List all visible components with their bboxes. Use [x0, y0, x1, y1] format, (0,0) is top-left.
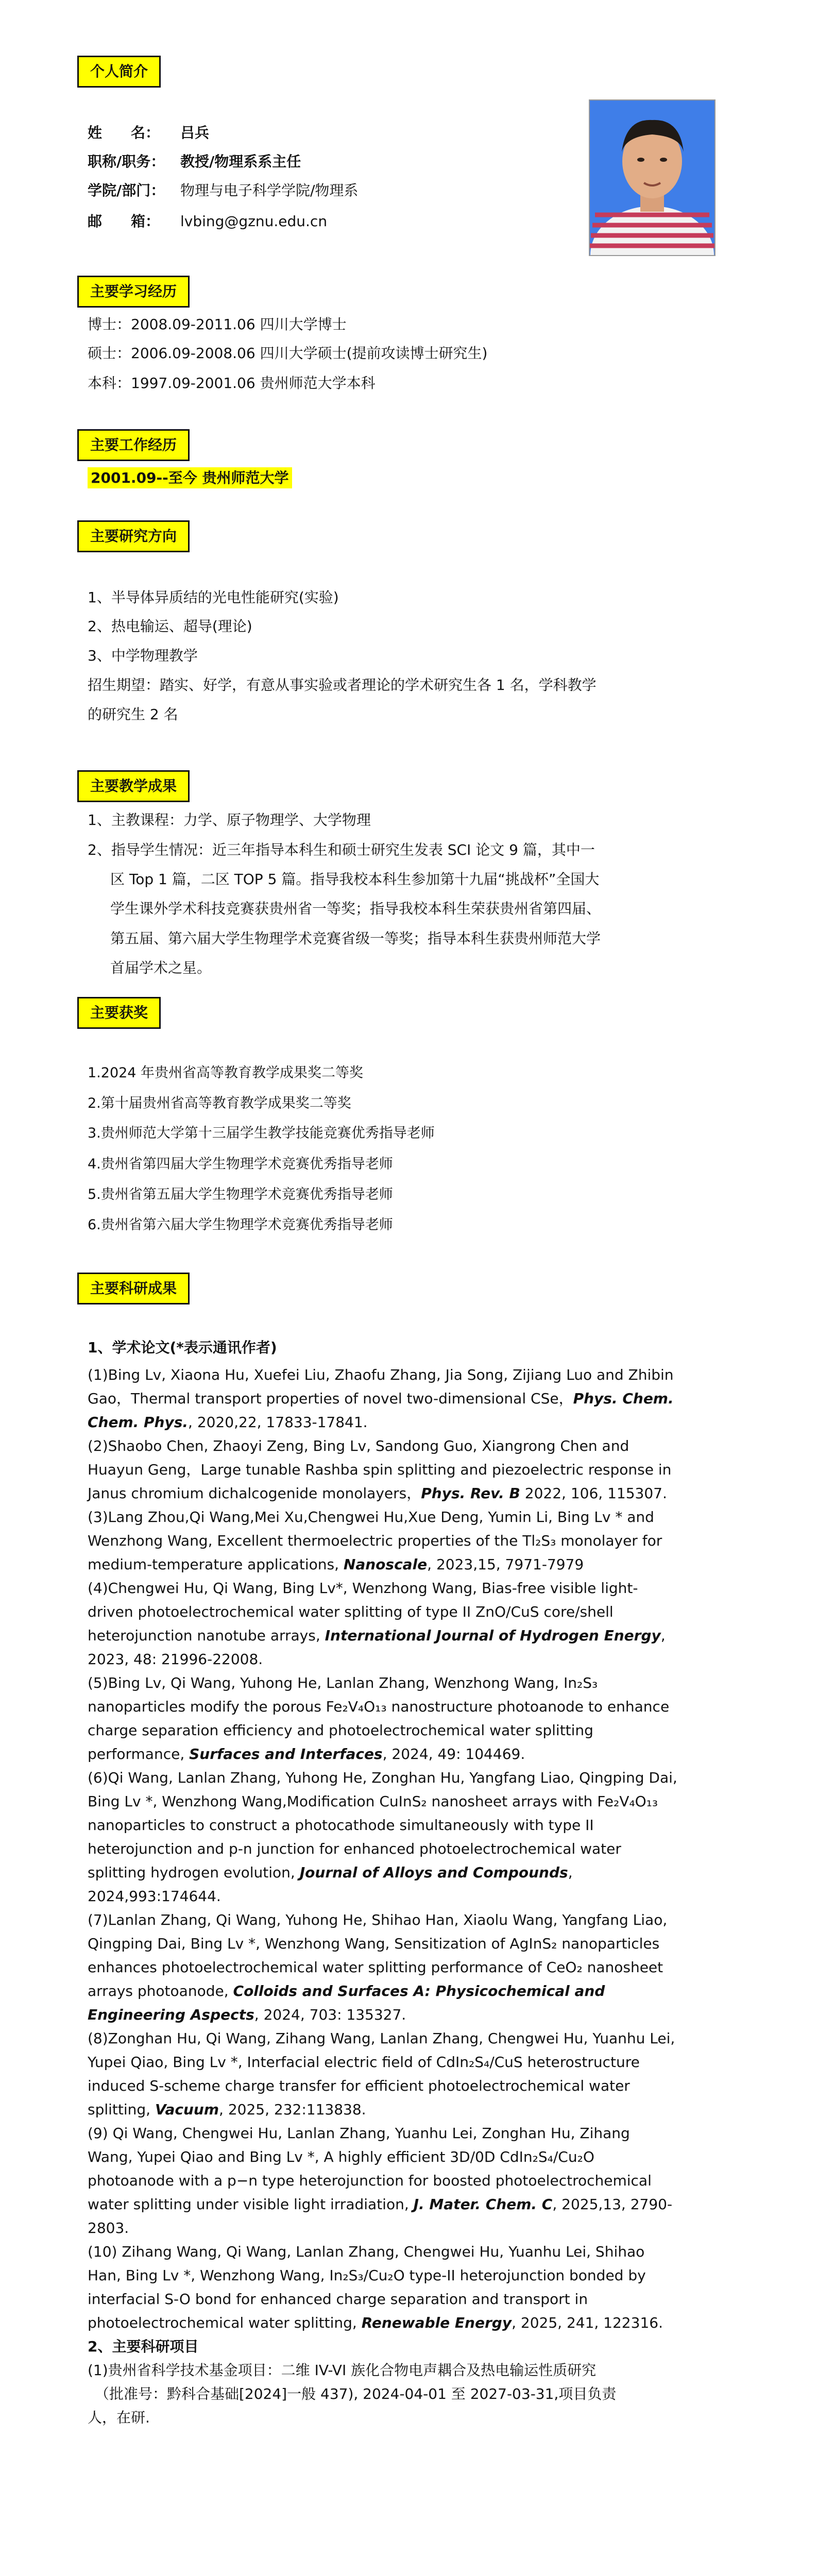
teaching-item: 区 Top 1 篇，二区 TOP 5 篇。指导我校本科生参加第十九届“挑战杯”全国大 [110, 871, 600, 888]
award-item: 1.2024 年贵州省高等教育教学成果奖二等奖 [88, 1065, 364, 1081]
award-item: 3.贵州师范大学第十三届学生教学技能竞赛优秀指导老师 [88, 1125, 435, 1141]
award-item: 2.第十届贵州省高等教育教学成果奖二等奖 [88, 1095, 351, 1111]
award-item: 6.贵州省第六届大学生物理学术竞赛优秀指导老师 [88, 1217, 393, 1233]
dept-label: 学院/部门： [88, 182, 165, 199]
paper-text: (1)Bing Lv, Xiaona Hu, Xuefei Liu, Zhaofu Zhang, Jia Song, Zijiang Luo and Zhibin Gao，Thermal transport properties of novel two-dimensional CSe， [88, 1366, 674, 1407]
paper-entry [88, 2122, 677, 2240]
education-item: 博士：2008.09-2011.06 四川大学博士 [88, 316, 347, 333]
teaching-item: 首届学术之星。 [110, 959, 212, 976]
portrait-photo-icon [589, 99, 716, 256]
paper-journal: Renewable Energy [361, 2314, 512, 2331]
paper-entry [88, 1505, 677, 1577]
paper-journal: Phys. Chem. Chem. Phys. [88, 1390, 674, 1431]
section-title-teaching: 主要教学成果 [77, 770, 190, 802]
name-row [88, 123, 209, 143]
paper-text: (6)Qi Wang, Lanlan Zhang, Yuhong He, Zonghan Hu, Yangfang Liao, Qingping Dai, Bing Lv *, Wenzhong Wang,Modification CuInS₂ nanosheet arrays with Fe₂V₄O₁₃ nanoparticles to construct a photocathode simultaneously with type II heterojunction and p-n junction for enhanced photoelectrochemical water splitting hydrogen evolution, [88, 1769, 677, 1881]
paper-citation: , 2024, 49: 104469. [382, 1745, 525, 1762]
dept-value: 物理与电子科学学院/物理系 [180, 182, 359, 199]
section-title-output: 主要科研成果 [77, 1273, 190, 1304]
paper-citation: , 2024, 703: 135327. [254, 2006, 406, 2023]
paper-entry [88, 1434, 677, 1505]
name-label: 姓 名： [88, 124, 160, 141]
award-item: 5.贵州省第五届大学生物理学术竞赛优秀指导老师 [88, 1187, 393, 1202]
paper-entry [88, 1766, 677, 1908]
recruit-line: 招生期望：踏实、好学，有意从事实验或者理论的学术研究生各 1 名，学科教学 [88, 676, 597, 693]
paper-entry [88, 2240, 677, 2335]
paper-citation: , 2025, 232:113838. [219, 2101, 366, 2118]
paper-text: (10) Zihang Wang, Qi Wang, Lanlan Zhang, Chengwei Hu, Yuanhu Lei, Shihao Han, Bing Lv *, Wenzhong Wang, In₂S₃/Cu₂O type-II heterojunction bonded by interfacial S-O bond for enhanced charge separation and transport in photoelectrochemical water splitting, [88, 2243, 646, 2331]
papers-heading: 1、学术论文(*表示通讯作者) [88, 1339, 277, 1356]
section-title-education: 主要学习经历 [77, 276, 190, 308]
paper-text: (5)Bing Lv, Qi Wang, Yuhong He, Lanlan Zhang, Wenzhong Wang, In₂S₃ nanoparticles modify the porous Fe₂V₄O₁₃ nanostructure photoanode to enhance charge separation efficiency and photoelectrochemical water splitting performance, [88, 1674, 670, 1762]
paper-entry [88, 1577, 677, 1671]
paper-journal: Phys. Rev. B [421, 1485, 520, 1502]
dept-row [88, 180, 358, 201]
paper-text: (4)Chengwei Hu, Qi Wang, Bing Lv*, Wenzhong Wang, Bias-free visible light-driven photoelectrochemical water splitting of type II ZnO/CuS core/shell heterojunction nanotube arrays, [88, 1580, 638, 1644]
paper-text: (2)Shaobo Chen, Zhaoyi Zeng, Bing Lv, Sandong Guo, Xiangrong Chen and Huayun Geng，Large tunable Rashba spin splitting and piezoelectric response in Janus chromium dichalcogenide monolayers， [88, 1437, 672, 1502]
title-row [88, 151, 301, 172]
paper-citation: , 2020,22, 17833-17841. [188, 1414, 368, 1431]
teaching-item: 2、指导学生情况：近三年指导本科生和硕士研究生发表 SCI 论文 9 篇，其中一 [88, 841, 595, 858]
research-item: 3、中学物理教学 [88, 647, 198, 664]
paper-citation: 2022, 106, 115307. [520, 1485, 667, 1502]
paper-journal: J. Mater. Chem. C [413, 2196, 553, 2213]
section-title-awards: 主要获奖 [77, 997, 161, 1029]
education-item: 硕士：2006.09-2008.06 四川大学硕士(提前攻读博士研究生) [88, 345, 488, 362]
research-item: 1、半导体异质结的光电性能研究(实验) [88, 589, 339, 606]
paper-entry [88, 2027, 677, 2122]
project-line: （批准号：黔科合基础[2024]一般 437), 2024-04-01 至 2027-03-31,项目负责 [95, 2385, 617, 2402]
paper-citation: , 2023,15, 7971-7979 [427, 1556, 584, 1573]
research-item: 2、热电输运、超导(理论) [88, 618, 252, 635]
work-item-text: 2001.09--至今 贵州师范大学 [88, 467, 292, 488]
paper-journal: Surfaces and Interfaces [189, 1745, 383, 1762]
paper-citation: , 2023, 48: 21996-22008. [88, 1627, 666, 1668]
paper-citation: , 2025, 241, 122316. [512, 2314, 663, 2331]
work-item [88, 468, 292, 488]
paper-journal: Vacuum [155, 2101, 219, 2118]
paper-text: (3)Lang Zhou,Qi Wang,Mei Xu,Chengwei Hu,Xue Deng, Yumin Li, Bing Lv * and Wenzhong Wang, Excellent thermoelectric properties of the Tl₂S₃ monolayer for medium-temperature applications, [88, 1509, 662, 1573]
paper-entry [88, 1363, 677, 1434]
email-value: lvbing@gznu.edu.cn [180, 213, 328, 230]
projects-heading: 2、主要科研项目 [88, 2338, 199, 2355]
paper-citation: , 2024,993:174644. [88, 1864, 573, 1905]
section-title-research: 主要研究方向 [77, 520, 190, 552]
papers-list [88, 1363, 677, 2430]
education-item: 本科：1997.09-2001.06 贵州师范大学本科 [88, 375, 376, 392]
paper-text: (8)Zonghan Hu, Qi Wang, Zihang Wang, Lanlan Zhang, Chengwei Hu, Yuanhu Lei, Yupei Qiao, Bing Lv *, Interfacial electric field of CdIn₂S₄/CuS heterostructure induced S-scheme charge transfer for efficient photoelectrochemical water splitting, [88, 2030, 675, 2118]
teaching-item: 学生课外学术科技竞赛获贵州省一等奖；指导我校本科生荣获贵州省第四届、 [110, 900, 601, 917]
section-title-profile: 个人简介 [77, 56, 161, 88]
paper-entry [88, 1671, 677, 1766]
teaching-item: 1、主教课程：力学、原子物理学、大学物理 [88, 811, 371, 828]
email-row [88, 211, 327, 232]
award-item: 4.贵州省第四届大学生物理学术竞赛优秀指导老师 [88, 1156, 393, 1172]
paper-journal: Nanoscale [343, 1556, 428, 1573]
project-line: (1)贵州省科学技术基金项目：二维 IV-VI 族化合物电声耦合及热电输运性质研究 [88, 2362, 597, 2379]
paper-journal: Journal of Alloys and Compounds [299, 1864, 568, 1881]
title-value: 教授/物理系系主任 [180, 153, 301, 170]
paper-text: (7)Lanlan Zhang, Qi Wang, Yuhong He, Shihao Han, Xiaolu Wang, Yangfang Liao, Qingping Dai, Bing Lv *, Wenzhong Wang, Sensitization of AgInS₂ nanoparticles enhances photoelectrochemical water splitting performance of CeO₂ nanosheet arrays photoanode, [88, 1911, 668, 1999]
recruit-line: 的研究生 2 名 [88, 706, 178, 723]
project-line: 人，在研. [88, 2409, 150, 2426]
name-value: 吕兵 [180, 124, 210, 141]
section-title-work: 主要工作经历 [77, 429, 190, 461]
teaching-item: 第五届、第六届大学生物理学术竞赛省级一等奖；指导本科生获贵州师范大学 [110, 930, 601, 947]
email-label: 邮 箱： [88, 213, 160, 230]
paper-entry [88, 1908, 677, 2027]
title-label: 职称/职务： [88, 153, 165, 170]
paper-text: (9) Qi Wang, Chengwei Hu, Lanlan Zhang, Yuanhu Lei, Zonghan Hu, Zihang Wang, Yupei Qiao and Bing Lv *, A highly efficient 3D/0D CdIn₂S₄/Cu₂O photoanode with a p−n type heterojunction for boosted photoelectrochemical water splitting under visible light irradiation, [88, 2125, 652, 2213]
paper-journal: Colloids and Surfaces A: Physicochemical and Engineering Aspects [88, 1982, 605, 2023]
paper-journal: International Journal of Hydrogen Energy [325, 1627, 661, 1644]
paper-citation: , 2025,13, 2790-2803. [88, 2196, 673, 2236]
